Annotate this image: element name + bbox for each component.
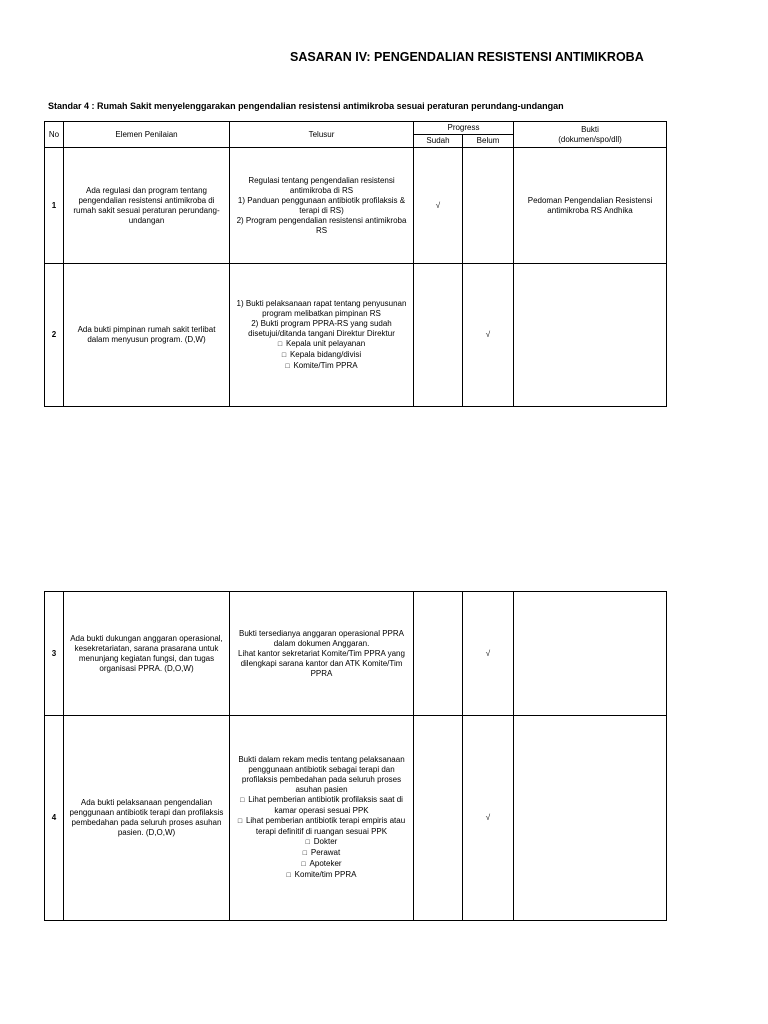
header-belum: Belum	[463, 135, 514, 148]
assessment-table-part-1	[44, 121, 667, 407]
header-bukti	[514, 122, 667, 148]
row-belum-check: √	[463, 264, 514, 407]
telusur-line: RS	[315, 225, 328, 235]
telusur-line: Bukti tersedianya anggaran operasional PPRA dalam dokumen Anggaran.	[239, 628, 404, 648]
header-progress: Progress	[414, 122, 514, 135]
table-row	[45, 264, 667, 407]
row-sudah-check	[414, 264, 463, 407]
row-sudah-check	[414, 592, 463, 716]
telusur-bullet: □ Komite/tim PPRA	[233, 870, 410, 881]
header-no: No	[45, 122, 64, 148]
row-bukti: Pedoman Pengendalian Resistensi antimikroba RS Andhika	[514, 148, 667, 264]
header-bukti-line2: (dokumen/spo/dll)	[558, 134, 622, 144]
standard-heading: Standar 4 : Rumah Sakit menyelenggarakan pengendalian resistensi antimikroba sesuai peraturan perundang-undangan	[48, 101, 564, 111]
telusur-bullet: □ Kepala bidang/divisi	[233, 350, 410, 361]
row-telusur	[230, 592, 414, 716]
page-title: SASARAN IV: PENGENDALIAN RESISTENSI ANTIMIKROBA	[290, 50, 644, 64]
row-no: 3	[45, 592, 64, 716]
table-row	[45, 148, 667, 264]
telusur-line: 1) Panduan penggunaan antibiotik profilaksis & terapi di RS)	[237, 195, 406, 215]
telusur-bullet: □ Komite/Tim PPRA	[233, 361, 410, 372]
telusur-bullet: □ Apoteker	[233, 859, 410, 870]
telusur-bullet: □ Dokter	[233, 837, 410, 848]
table-row	[45, 592, 667, 716]
telusur-line: 1) Bukti pelaksanaan rapat tentang penyusunan program melibatkan pimpinan RS	[236, 298, 407, 318]
telusur-line: Lihat kantor sekretariat Komite/Tim PPRA yang dilengkapi sarana kantor dan ATK Komite/Tim PPRA	[238, 648, 405, 678]
header-telusur: Telusur	[230, 122, 414, 148]
row-no: 4	[45, 716, 64, 921]
assessment-table-part-2	[44, 591, 667, 921]
telusur-bullet: □ Lihat pemberian antibiotik profilaksis saat di kamar operasi sesuai PPK	[233, 795, 410, 816]
header-sudah: Sudah	[414, 135, 463, 148]
row-elemen: Ada bukti dukungan anggaran operasional, kesekretariatan, sarana prasarana untuk menunjang kegiatan fungsi, dan tugas organisasi PPRA. (D,O,W)	[64, 592, 230, 716]
telusur-line: 2) Bukti program PPRA-RS yang sudah disetujui/ditanda tangani Direktur Direktur	[248, 318, 395, 338]
row-bukti	[514, 592, 667, 716]
row-bukti	[514, 716, 667, 921]
row-belum-check	[463, 148, 514, 264]
header-bukti-line1: Bukti	[581, 124, 599, 134]
row-elemen: Ada bukti pimpinan rumah sakit terlibat dalam menyusun program. (D,W)	[64, 264, 230, 407]
row-no: 1	[45, 148, 64, 264]
table-row	[45, 716, 667, 921]
row-belum-check: √	[463, 592, 514, 716]
row-telusur	[230, 716, 414, 921]
row-sudah-check: √	[414, 148, 463, 264]
telusur-line: 2) Program pengendalian resistensi antimikroba	[236, 215, 407, 225]
header-elemen: Elemen Penilaian	[64, 122, 230, 148]
row-telusur	[230, 148, 414, 264]
row-belum-check: √	[463, 716, 514, 921]
telusur-bullet: □ Kepala unit pelayanan	[233, 339, 410, 350]
telusur-bullet: □ Perawat	[233, 848, 410, 859]
telusur-line: Regulasi tentang pengendalian resistensi antimikroba di RS	[248, 175, 395, 195]
telusur-bullet: □ Lihat pemberian antibiotik terapi empiris atau terapi definitif di ruangan sesuai PPK	[233, 816, 410, 837]
row-sudah-check	[414, 716, 463, 921]
row-bukti	[514, 264, 667, 407]
row-elemen: Ada bukti pelaksanaan pengendalian penggunaan antibiotik terapi dan profilaksis pembedahan pada seluruh proses asuhan pasien. (D,O,W)	[64, 716, 230, 921]
row-elemen: Ada regulasi dan program tentang pengendalian resistensi antimikroba di rumah sakit sesuai peraturan perundang-undangan	[64, 148, 230, 264]
telusur-line: Bukti dalam rekam medis tentang pelaksanaan penggunaan antibiotik sebagai terapi dan profilaksis pembedahan pada seluruh proses asuhan pasien	[238, 755, 405, 794]
row-no: 2	[45, 264, 64, 407]
row-telusur	[230, 264, 414, 407]
